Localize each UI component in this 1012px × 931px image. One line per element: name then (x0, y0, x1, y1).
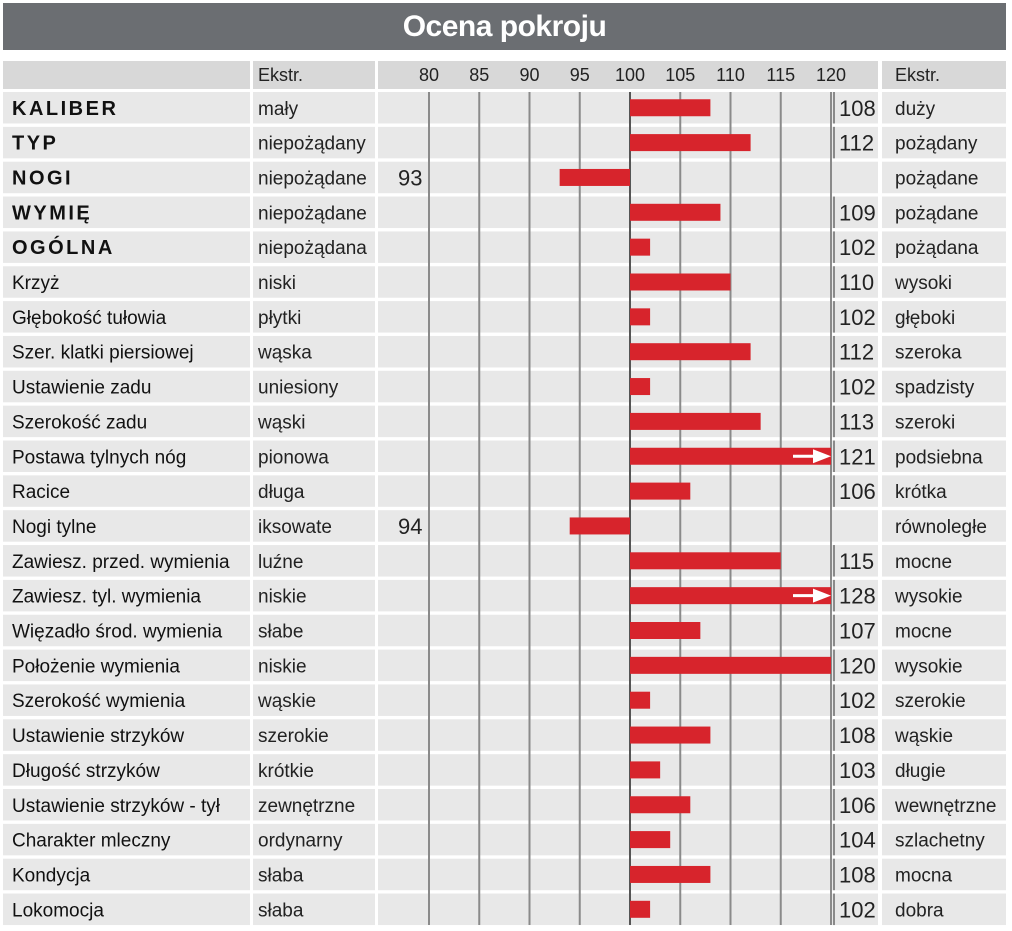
value-separator (833, 580, 835, 612)
row-plot-cell (378, 475, 878, 507)
left-extreme-label: krótkie (258, 760, 314, 782)
left-extreme-label: iksowate (258, 516, 332, 538)
left-extreme-label: niepożądana (258, 238, 367, 260)
trait-label: Postawa tylnych nóg (12, 447, 187, 469)
header-separator (250, 61, 253, 89)
header-right-extreme: Ekstr. (895, 65, 941, 85)
header-left-extreme: Ekstr. (258, 65, 304, 85)
value-separator (833, 127, 835, 159)
value-separator (833, 475, 835, 507)
trait-label: Głębokość tułowia (12, 307, 167, 329)
row-plot-cell (378, 231, 878, 263)
right-extreme-label: wysokie (895, 656, 963, 678)
trait-label: Szer. klatki piersiowej (12, 342, 194, 364)
left-extreme-label: mały (258, 98, 299, 120)
value-label: 106 (839, 792, 876, 818)
value-separator (833, 406, 835, 438)
bar (630, 901, 650, 918)
right-extreme-label: szeroka (895, 342, 962, 364)
bar (630, 622, 700, 639)
row-plot-cell (378, 719, 878, 751)
left-extreme-label: zewnętrzne (258, 795, 356, 817)
value-separator (833, 894, 835, 926)
trait-label: OGÓLNA (12, 237, 115, 260)
value-separator (833, 301, 835, 333)
x-tick-label: 120 (815, 65, 847, 85)
row-plot-cell (378, 336, 878, 368)
trait-label: NOGI (12, 167, 74, 190)
value-label: 102 (839, 304, 876, 330)
value-separator (833, 371, 835, 403)
right-extreme-label: szerokie (895, 691, 966, 713)
value-label: 113 (839, 409, 875, 435)
value-label: 102 (839, 235, 876, 261)
right-extreme-label: pożądane (895, 168, 979, 190)
value-separator (833, 197, 835, 229)
trait-label: Nogi tylne (12, 516, 97, 538)
trait-label: Ustawienie zadu (12, 377, 152, 399)
value-label: 104 (839, 827, 876, 853)
value-label: 112 (839, 339, 875, 365)
trait-label: KALIBER (12, 97, 119, 120)
left-extreme-label: ordynarny (258, 830, 343, 852)
value-separator (833, 441, 835, 473)
right-extreme-label: wąskie (895, 726, 954, 748)
right-extreme-label: pożądany (895, 133, 978, 155)
right-extreme-label: spadzisty (895, 377, 975, 399)
row-plot-cell (378, 371, 878, 403)
trait-label: Zawiesz. tyl. wymienia (12, 586, 201, 608)
left-extreme-label: słaba (258, 900, 304, 922)
bar (630, 692, 650, 709)
left-extreme-label: niskie (258, 586, 307, 608)
left-extreme-label: długa (258, 482, 305, 504)
value-label: 128 (839, 583, 876, 609)
value-separator (833, 754, 835, 786)
left-extreme-label: niepożądane (258, 203, 367, 225)
row-plot-cell (378, 92, 878, 124)
trait-label: Ustawienie strzyków (12, 726, 185, 748)
value-label: 102 (839, 688, 876, 714)
bar (630, 657, 831, 674)
row-plot-cell (378, 684, 878, 716)
trait-label: Lokomocja (12, 900, 104, 922)
trait-label: Charakter mleczny (12, 830, 171, 852)
right-extreme-label: pożądana (895, 238, 979, 260)
bar (630, 483, 690, 500)
value-separator (833, 684, 835, 716)
value-separator (833, 92, 835, 124)
row-plot-cell (378, 894, 878, 926)
right-extreme-label: pożądane (895, 203, 979, 225)
value-label: 94 (398, 513, 423, 539)
bar (630, 831, 670, 848)
value-separator (833, 789, 835, 821)
value-label: 121 (839, 444, 876, 470)
left-extreme-label: niepożądany (258, 133, 366, 155)
trait-label: Racice (12, 482, 71, 504)
right-extreme-label: szeroki (895, 412, 956, 434)
bar (570, 517, 630, 534)
right-extreme-label: mocne (895, 621, 953, 643)
trait-label: Zawiesz. przed. wymienia (12, 551, 230, 573)
x-tick-label: 100 (614, 65, 646, 85)
left-extreme-label: płytki (258, 307, 302, 329)
right-extreme-label: podsiebna (895, 447, 983, 469)
left-extreme-label: wąskie (258, 691, 317, 713)
bar (560, 169, 630, 186)
x-tick-label: 95 (569, 65, 590, 85)
bar (630, 413, 761, 430)
x-tick-label: 110 (716, 65, 745, 85)
right-extreme-label: dobra (895, 900, 944, 922)
right-extreme-label: szlachetny (895, 830, 985, 852)
row-plot-cell (378, 301, 878, 333)
left-extreme-label: niski (258, 273, 297, 294)
value-separator (833, 650, 835, 682)
value-label: 107 (839, 618, 876, 644)
x-tick-label: 115 (766, 65, 796, 85)
value-label: 112 (839, 130, 875, 156)
value-label: 120 (839, 653, 876, 679)
trait-label: Ustawienie strzyków - tył (12, 795, 220, 817)
right-extreme-label: krótka (895, 482, 947, 504)
header-row-bg (3, 61, 1006, 89)
right-extreme-label: długie (895, 760, 946, 782)
value-separator (833, 719, 835, 751)
header-separator (375, 61, 378, 89)
row-plot-cell (378, 754, 878, 786)
row-plot-cell (378, 789, 878, 821)
trait-label: Położenie wymienia (12, 656, 180, 678)
right-extreme-label: mocna (895, 865, 953, 887)
value-separator (833, 859, 835, 891)
value-separator (833, 231, 835, 263)
value-label: 108 (839, 95, 876, 121)
trait-label: Szerokość zadu (12, 412, 148, 434)
trait-label: Więzadło środ. wymienia (12, 621, 223, 643)
right-extreme-label: wysokie (895, 586, 963, 608)
trait-label: Długość strzyków (12, 760, 160, 782)
right-extreme-label: wewnętrzne (895, 795, 997, 817)
left-extreme-label: szerokie (258, 726, 329, 748)
value-label: 109 (839, 200, 876, 226)
value-label: 108 (839, 862, 876, 888)
left-extreme-label: wąski (258, 412, 306, 434)
x-tick-label: 80 (418, 65, 440, 85)
value-label: 110 (839, 270, 875, 295)
value-separator (833, 615, 835, 647)
left-extreme-label: niepożądane (258, 168, 367, 190)
trait-label: TYP (12, 132, 59, 155)
right-extreme-label: mocne (895, 551, 953, 573)
left-extreme-label: słaba (258, 865, 304, 887)
row-plot-cell (378, 127, 878, 159)
bar (630, 308, 650, 325)
left-extreme-label: uniesiony (258, 377, 339, 399)
value-separator (833, 336, 835, 368)
value-label: 93 (398, 165, 423, 191)
bar (630, 134, 751, 151)
left-extreme-label: słabe (258, 621, 304, 643)
x-tick-label: 90 (519, 65, 540, 85)
value-label: 108 (839, 723, 876, 749)
left-extreme-label: niskie (258, 656, 307, 678)
x-tick-label: 85 (469, 65, 490, 85)
value-label: 106 (839, 479, 876, 505)
bar (630, 866, 710, 883)
left-extreme-label: luźne (258, 551, 304, 573)
bar (630, 343, 751, 360)
bar (630, 727, 710, 744)
value-separator (833, 266, 835, 298)
bar (630, 239, 650, 256)
chart-title: Ocena pokroju (3, 3, 1006, 50)
trait-label: WYMIĘ (12, 202, 93, 225)
row-plot-cell (378, 545, 878, 577)
trait-label: Krzyż (12, 273, 60, 294)
bar (630, 99, 710, 116)
value-separator (833, 545, 835, 577)
row-plot-cell (378, 859, 878, 891)
value-label: 102 (839, 374, 876, 400)
left-extreme-label: wąska (258, 342, 312, 364)
x-tick-label: 105 (665, 65, 696, 85)
row-plot-cell (378, 266, 878, 298)
bar (630, 796, 690, 813)
right-extreme-label: równoległe (895, 516, 987, 538)
value-label: 115 (839, 548, 875, 574)
value-label: 103 (839, 757, 876, 783)
row-plot-cell (378, 824, 878, 856)
header-separator (878, 61, 882, 89)
left-extreme-label: pionowa (258, 447, 329, 469)
row-plot-cell (378, 197, 878, 229)
bar (630, 378, 650, 395)
trait-label: Kondycja (12, 865, 91, 887)
bar (630, 552, 781, 569)
bar (630, 204, 720, 221)
row-plot-cell (378, 615, 878, 647)
bar (630, 761, 660, 778)
right-extreme-label: wysoki (895, 273, 953, 294)
value-label: 102 (839, 897, 876, 923)
right-extreme-label: duży (895, 98, 936, 120)
row-plot-cell (378, 406, 878, 438)
trait-label: Szerokość wymienia (12, 691, 186, 713)
right-extreme-label: głęboki (895, 307, 956, 329)
bar (630, 274, 731, 291)
value-separator (833, 824, 835, 856)
